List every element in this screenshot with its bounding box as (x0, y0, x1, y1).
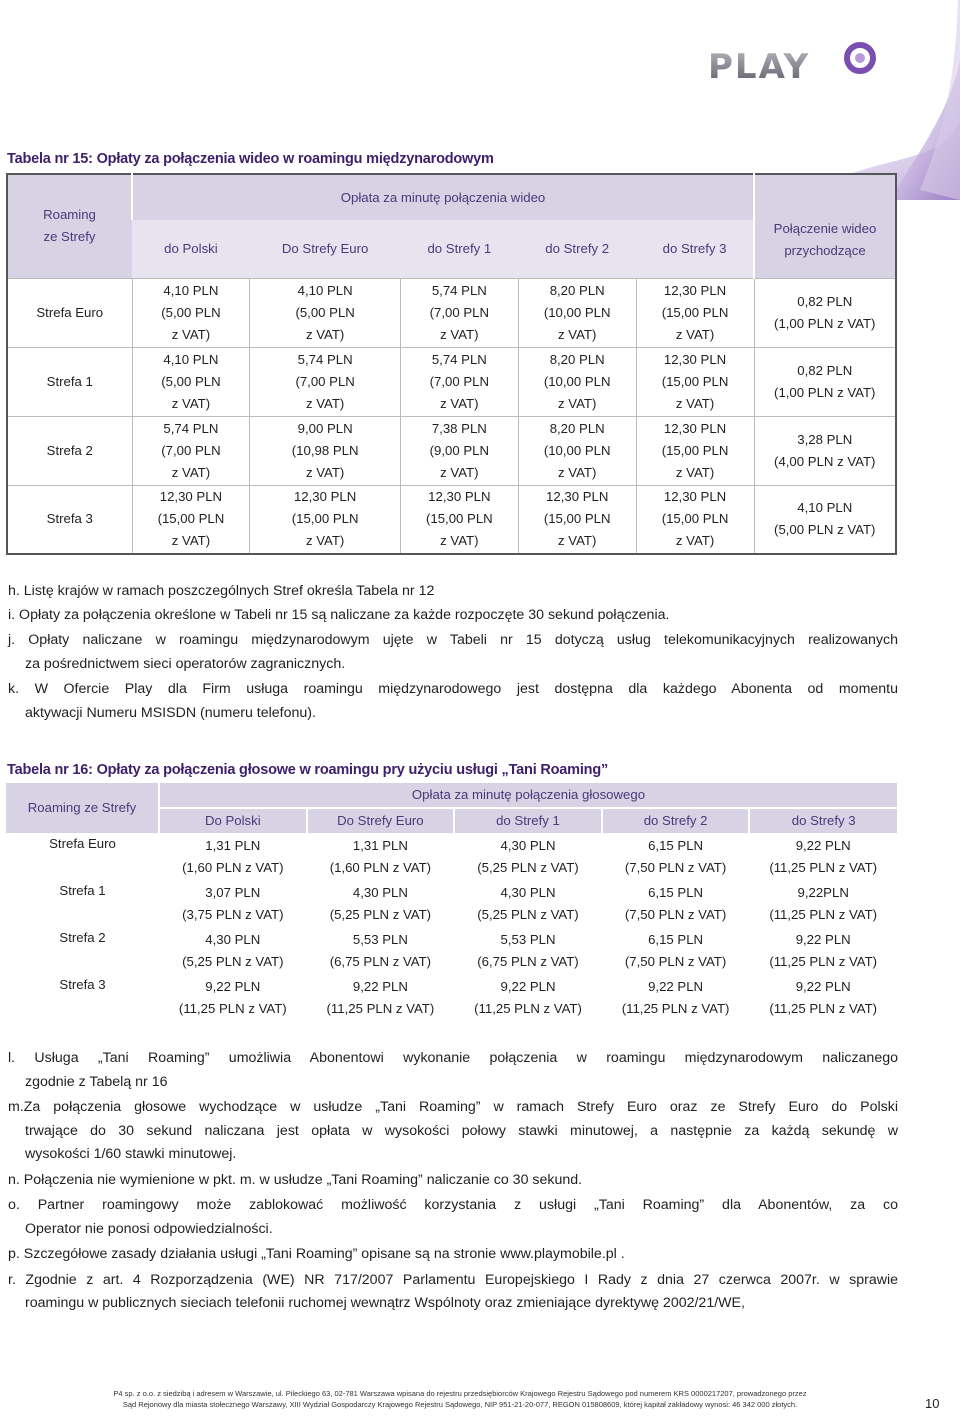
price-line: 9,22PLN (797, 884, 849, 900)
price-line: z VAT) (171, 533, 211, 549)
price-line: (11,25 PLN z VAT) (621, 1000, 730, 1016)
price-line: 9,00 PLN (297, 420, 353, 436)
table15-row (7, 347, 896, 416)
note-text: l. Usługa „Tani Roaming” umożliwia Abonentowi wykonanie połączenia w roamingu międzynarodowym naliczanego (8, 1050, 898, 1066)
price-cell (250, 278, 401, 347)
price-line: (11,25 PLN z VAT) (769, 859, 878, 875)
zone-label: Strefa 2 (7, 416, 132, 485)
price-line: 4,30 PLN (205, 931, 261, 947)
price-cell (250, 347, 401, 416)
price-line: (11,25 PLN z VAT) (178, 1000, 287, 1016)
table16-row (6, 927, 897, 974)
price-line: (15,00 PLN (661, 373, 729, 389)
price-cell (132, 278, 250, 347)
price-line: z VAT) (305, 395, 345, 411)
price-line: 4,10 PLN (297, 282, 353, 298)
price-line: 4,10 PLN (163, 351, 219, 367)
price-line: z VAT) (558, 533, 597, 549)
price-line: (15,00 PLN (157, 511, 225, 527)
table15-title: Tabela nr 15: Opłaty za połączenia wideo w roamingu międzynarodowym (7, 151, 494, 167)
table16-row (6, 880, 897, 927)
incoming-price-cell (754, 416, 896, 485)
zone-label: Strefa 2 (59, 930, 106, 945)
zone-label: Strefa 3 (7, 485, 132, 554)
logo-text: PLAY (708, 47, 811, 87)
price-cell (250, 416, 401, 485)
price-line: (7,00 PLN (429, 373, 490, 389)
incoming-price-cell (754, 347, 896, 416)
price-line: (15,00 PLN (543, 511, 611, 527)
page-number: 10 (925, 1396, 940, 1411)
price-line: z VAT) (171, 326, 211, 342)
price-line: (11,25 PLN z VAT) (769, 953, 878, 969)
note-text: h. Listę krajów w ramach poszczególnych Stref określa Tabela nr 12 (8, 583, 435, 599)
table15-column-header: do Strefy 2 (518, 220, 636, 278)
price-cell (749, 927, 897, 974)
price-cell (132, 416, 250, 485)
note-item (8, 629, 898, 676)
notes-section-2 (8, 1047, 898, 1316)
price-line: (15,00 PLN (425, 511, 493, 527)
price-line: z VAT) (675, 326, 715, 342)
price-cell (602, 974, 750, 1021)
price-cell (602, 880, 750, 927)
price-line: 12,30 PLN (663, 282, 727, 298)
price-line: (10,00 PLN (543, 442, 611, 458)
price-line: (5,25 PLN z VAT) (329, 906, 432, 922)
price-line: 9,22 PLN (795, 978, 851, 994)
table16 (6, 783, 897, 1021)
price-line: 6,15 PLN (648, 837, 704, 853)
price-line: (9,00 PLN (429, 442, 490, 458)
note-text: m.Za połączenia głosowe wychodzące w usłudze „Tani Roaming” w ramach Strefy Euro oraz ze Strefy Euro do Polski (8, 1099, 898, 1115)
price-line: (3,75 PLN z VAT) (182, 906, 284, 922)
note-item (8, 1047, 898, 1094)
price-cell (454, 974, 602, 1021)
price-cell (749, 833, 897, 880)
price-line: (1,60 PLN z VAT) (182, 859, 284, 875)
price-cell (602, 833, 750, 880)
note-continuation: zgodnie z Tabelą nr 16 (25, 1073, 168, 1090)
note-item (8, 1243, 898, 1267)
corner-line: Roaming (43, 207, 96, 223)
price-line: (5,00 PLN (161, 373, 221, 389)
table15-group-header: Opłata za minutę połączenia wideo (132, 174, 754, 220)
price-line: 1,31 PLN (205, 837, 261, 853)
price-line: 9,22 PLN (795, 931, 851, 947)
price-line: z VAT) (675, 464, 715, 480)
price-line: (5,25 PLN z VAT) (477, 859, 579, 875)
price-line: z VAT) (558, 464, 597, 480)
note-text: i. Opłaty za połączenia określone w Tabeli nr 15 są naliczane za każde rozpoczęte 30 sekund połączenia. (8, 606, 670, 623)
price-line: 5,74 PLN (163, 420, 219, 436)
table15 (6, 173, 897, 555)
price-line: 9,22 PLN (648, 978, 704, 994)
table15-row (7, 416, 896, 485)
table16-row (6, 974, 897, 1021)
price-cell (159, 927, 307, 974)
price-line: (7,00 PLN (429, 304, 490, 320)
price-line: 9,22 PLN (795, 837, 851, 853)
table15-column-header: do Strefy 3 (636, 220, 754, 278)
price-line: (11,25 PLN z VAT) (769, 906, 878, 922)
price-line: 12,30 PLN (663, 351, 727, 367)
price-line: 5,53 PLN (352, 931, 408, 947)
price-line: (1,00 PLN z VAT) (774, 384, 876, 400)
table15-column-header: do Strefy 1 (400, 220, 518, 278)
price-cell (132, 347, 250, 416)
note-text: r. Zgodnie z art. 4 Rozporządzenia (WE) NR 717/2007 Parlamentu Europejskiego I Rady z dnia 27 czerwca 2007r. w sprawie (8, 1271, 898, 1288)
price-cell (159, 880, 307, 927)
price-line: (5,00 PLN z VAT) (774, 522, 876, 538)
price-line: (6,75 PLN z VAT) (477, 953, 579, 969)
price-line: 12,30 PLN (546, 489, 609, 505)
incoming-price-cell (754, 485, 896, 554)
price-cell (636, 347, 754, 416)
price-line: 12,30 PLN (293, 489, 357, 505)
price-line: (10,00 PLN (543, 304, 611, 320)
price-line: z VAT) (171, 395, 211, 411)
price-line: z VAT) (440, 464, 479, 480)
price-line: (5,25 PLN z VAT) (182, 953, 284, 969)
price-line: (7,00 PLN (295, 373, 355, 389)
note-continuation: Operator nie ponosi odpowiedzialności. (25, 1220, 273, 1237)
price-line: 5,53 PLN (500, 931, 556, 947)
price-line: 9,22 PLN (500, 978, 556, 994)
price-line: 7,38 PLN (431, 420, 487, 436)
note-item (8, 678, 898, 725)
zone-label: Strefa 1 (59, 883, 106, 898)
price-cell (518, 278, 636, 347)
note-continuation: wysokości 1/60 stawki minutowej. (25, 1146, 237, 1162)
price-cell (636, 416, 754, 485)
note-item (8, 1194, 898, 1241)
table16-column-header: do Strefy 2 (602, 808, 750, 833)
price-cell (636, 485, 754, 554)
note-item (8, 1096, 898, 1167)
price-line: 8,20 PLN (549, 351, 605, 367)
price-cell (307, 880, 455, 927)
price-line: (5,25 PLN z VAT) (477, 906, 579, 922)
price-cell (454, 880, 602, 927)
note-continuation: aktywacji Numeru MSISDN (numeru telefonu). (25, 704, 316, 721)
price-line: 9,22 PLN (352, 978, 408, 994)
price-line: z VAT) (440, 533, 479, 549)
price-line: 5,74 PLN (297, 351, 353, 367)
price-cell (602, 927, 750, 974)
price-cell (250, 485, 401, 554)
price-cell (636, 278, 754, 347)
table16-corner: Roaming ze Strefy (6, 783, 159, 833)
price-line: z VAT) (675, 533, 715, 549)
price-line: 5,74 PLN (431, 351, 487, 367)
price-line: (10,98 PLN (291, 442, 359, 458)
price-line: 4,10 PLN (797, 500, 853, 516)
price-cell (400, 416, 518, 485)
price-line: 8,20 PLN (549, 420, 605, 436)
price-line: (7,00 PLN (161, 442, 221, 458)
table15-corner (7, 174, 132, 278)
zone-label: Strefa Euro (7, 278, 132, 347)
price-line: (11,25 PLN z VAT) (474, 1000, 582, 1016)
price-line: z VAT) (558, 395, 597, 411)
price-line: (4,00 PLN z VAT) (774, 453, 876, 469)
price-line: 0,82 PLN (797, 293, 853, 309)
price-cell (518, 347, 636, 416)
price-line: z VAT) (675, 395, 715, 411)
table16-group-header: Opłata za minutę połączenia głosowego (159, 783, 897, 808)
price-line: z VAT) (305, 326, 345, 342)
price-cell (159, 974, 307, 1021)
price-cell (307, 927, 455, 974)
incoming-header-line: przychodzące (784, 243, 866, 259)
price-cell (307, 974, 455, 1021)
price-cell (400, 485, 518, 554)
zone-label: Strefa Euro (49, 836, 116, 851)
price-line: 0,82 PLN (797, 362, 853, 378)
price-line: 6,15 PLN (648, 931, 704, 947)
price-line: 8,20 PLN (549, 282, 605, 298)
price-line: z VAT) (440, 395, 479, 411)
table16-column-header: Do Polski (159, 808, 307, 833)
note-item (8, 1169, 898, 1193)
price-line: 12,30 PLN (159, 489, 223, 505)
note-continuation: trwające do 30 sekund naliczana jest opłata w wysokości połowy stawki minutowej, a następnie za każdą sekundę w (25, 1122, 898, 1139)
price-line: (11,25 PLN z VAT) (769, 1000, 878, 1016)
notes-section-1 (8, 580, 898, 725)
price-line: (15,00 PLN (291, 511, 359, 527)
price-line: 4,30 PLN (500, 837, 556, 853)
note-text: o. Partner roamingowy może zablokować możliwość korzystania z usługi „Tani Roaming” dla Abonentów, za co (8, 1197, 898, 1213)
price-line: 12,30 PLN (663, 420, 727, 436)
price-cell (132, 485, 250, 554)
price-line: (11,25 PLN z VAT) (326, 1000, 435, 1016)
table15-incoming-header (754, 174, 896, 278)
price-cell (518, 485, 636, 554)
price-line: (5,00 PLN (295, 304, 355, 320)
price-line: 1,31 PLN (352, 837, 408, 853)
play-logo (640, 0, 960, 200)
table15-column-header: do Polski (132, 220, 250, 278)
price-line: z VAT) (305, 533, 345, 549)
price-line: (1,60 PLN z VAT) (329, 859, 432, 875)
price-line: (15,00 PLN (661, 511, 729, 527)
footer (60, 1388, 860, 1410)
price-line: (5,00 PLN (161, 304, 221, 320)
price-cell (159, 833, 307, 880)
price-cell (518, 416, 636, 485)
price-line: z VAT) (171, 464, 211, 480)
zone-label: Strefa 3 (59, 977, 106, 992)
price-line: 4,10 PLN (163, 282, 219, 298)
price-cell (307, 833, 455, 880)
note-item (8, 580, 898, 604)
price-line: z VAT) (440, 326, 479, 342)
price-cell (454, 927, 602, 974)
note-text: k. W Ofercie Play dla Firm usługa roamingu międzynarodowego jest dostępna dla każdego Abonenta od momentu (8, 681, 898, 697)
table15-row (7, 485, 896, 554)
price-line: 4,30 PLN (500, 884, 556, 900)
note-continuation: roamingu w publicznych sieciach telefonii ruchomej wewnątrz Wspólnoty oraz zmieniające dyrektywę 2002/21/WE, (25, 1295, 745, 1311)
price-line: 12,30 PLN (428, 489, 491, 505)
footer-line: P4 sp. z o.o. z siedzibą i adresem w Warszawie, ul. Pileckiego 63, 02-781 Warszawa wpisana do rejestru przedsiębiorców Krajowego Rejestru Sądowego pod numerem KRS 0000217207, prowadzonego przez (113, 1389, 807, 1398)
note-item (8, 604, 898, 628)
price-line: 3,07 PLN (205, 884, 261, 900)
price-cell (749, 880, 897, 927)
note-text: p. Szczegółowe zasady działania usługi „Tani Roaming” opisane są na stronie www.playmobile.pl . (8, 1246, 625, 1262)
price-line: (10,00 PLN (543, 373, 611, 389)
note-item (8, 1269, 898, 1316)
table15-row (7, 278, 896, 347)
price-line: (6,75 PLN z VAT) (329, 953, 432, 969)
note-text: j. Opłaty naliczane w roamingu międzynarodowym ujęte w Tabeli nr 15 dotyczą usług telekomunikacyjnych realizowanych (8, 632, 898, 648)
incoming-price-cell (754, 278, 896, 347)
zone-label: Strefa 1 (7, 347, 132, 416)
price-line: 4,30 PLN (352, 884, 408, 900)
price-line: 3,28 PLN (797, 431, 853, 447)
table15-column-header: Do Strefy Euro (250, 220, 401, 278)
footer-line: Sąd Rejonowy dla miasta stołecznego Warszawy, XIII Wydział Gospodarczy Krajowego Rejestru Sądowego, NIP 951-21-20-077, REGON 015808609, której kapitał zakładowy wynosi: 46 342 000 złotych. (122, 1400, 798, 1409)
price-cell (454, 833, 602, 880)
price-line: z VAT) (305, 464, 345, 480)
price-cell (400, 347, 518, 416)
price-line: (15,00 PLN (661, 304, 729, 320)
table16-column-header: do Strefy 3 (749, 808, 897, 833)
table16-column-header: do Strefy 1 (454, 808, 602, 833)
note-text: n. Połączenia nie wymienione w pkt. m. w usłudze „Tani Roaming” naliczanie co 30 sekund. (8, 1171, 583, 1188)
price-line: 5,74 PLN (431, 282, 487, 298)
price-line: (1,00 PLN z VAT) (774, 315, 876, 331)
price-line: 9,22 PLN (205, 978, 261, 994)
corner-line: ze Strefy (43, 229, 96, 245)
price-line: z VAT) (558, 326, 597, 342)
table16-title: Tabela nr 16: Opłaty za połączenia głosowe w roamingu pry użyciu usługi „Tani Roaming” (7, 762, 609, 778)
incoming-header-line: Połączenie wideo (773, 221, 877, 237)
price-cell (749, 974, 897, 1021)
table16-row (6, 833, 897, 880)
price-line: 12,30 PLN (663, 489, 727, 505)
price-cell (400, 278, 518, 347)
table16-column-header: Do Strefy Euro (307, 808, 455, 833)
price-line: (7,50 PLN z VAT) (624, 859, 727, 875)
price-line: 6,15 PLN (648, 884, 704, 900)
price-line: (7,50 PLN z VAT) (624, 953, 727, 969)
price-line: (15,00 PLN (661, 442, 729, 458)
note-continuation: za pośrednictwem sieci operatorów zagranicznych. (25, 655, 346, 672)
price-line: (7,50 PLN z VAT) (624, 906, 727, 922)
